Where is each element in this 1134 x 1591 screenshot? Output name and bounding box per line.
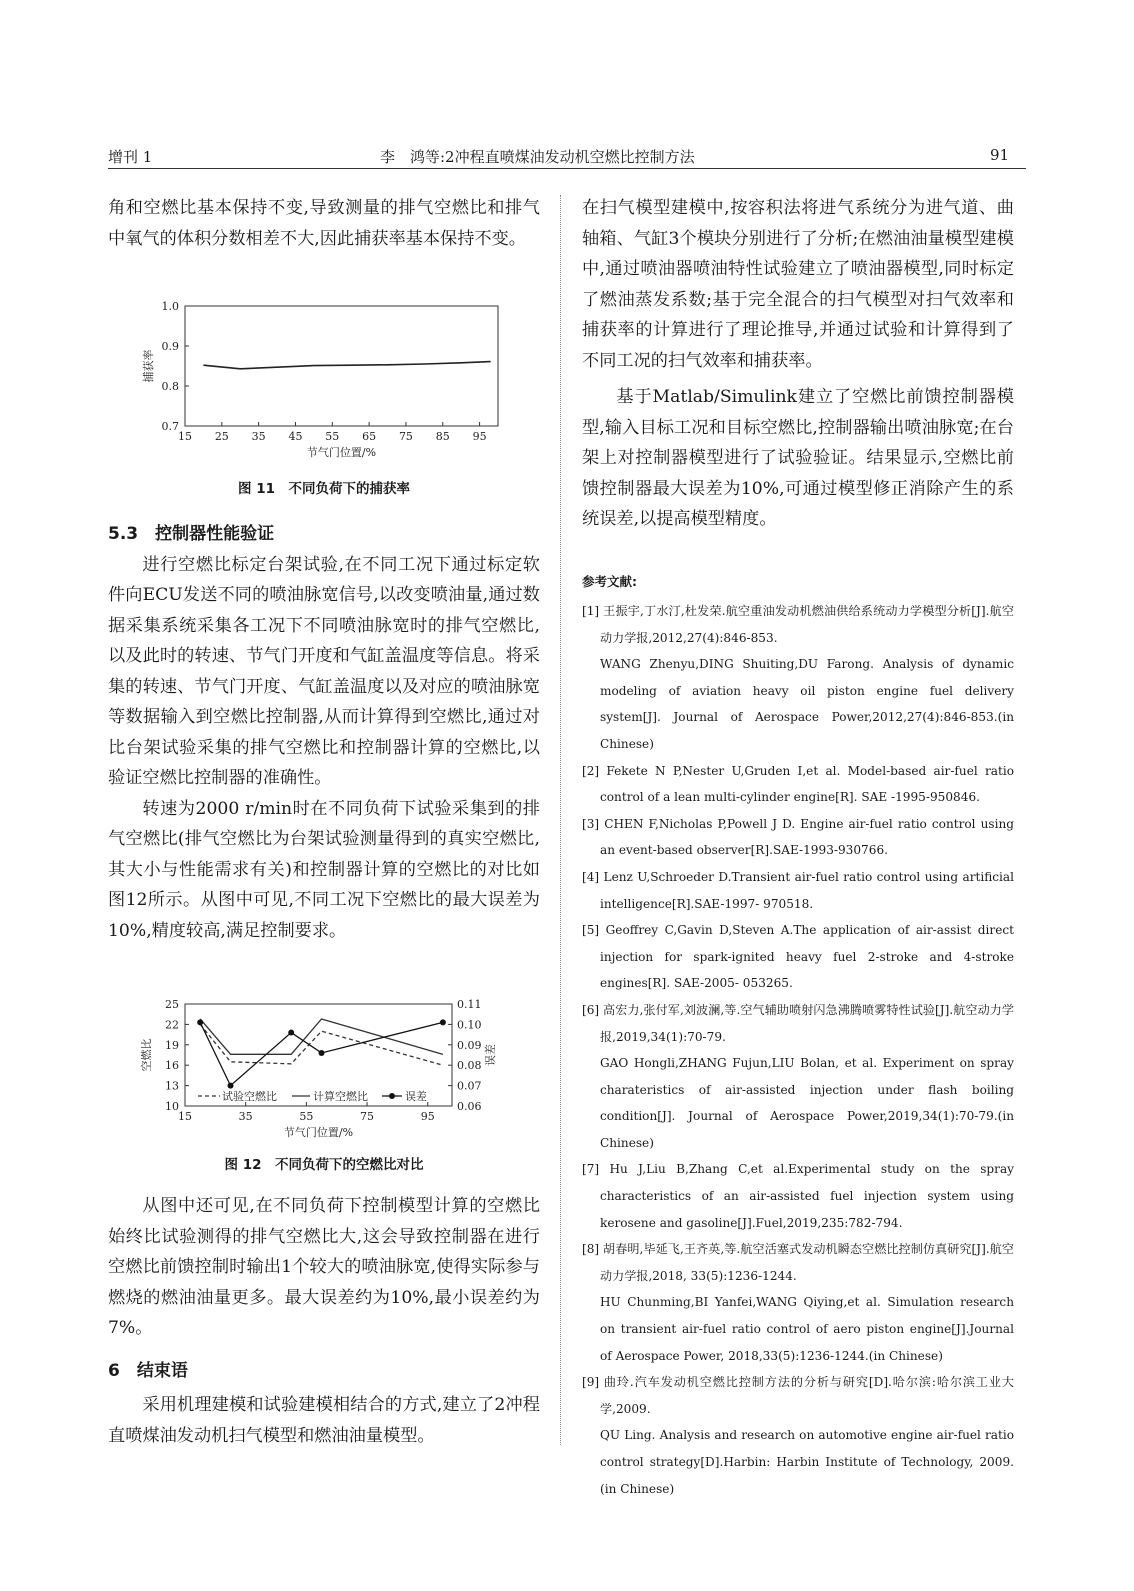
measured-afr-line xyxy=(200,1024,443,1065)
error-point xyxy=(228,1083,234,1089)
legend-marker-error xyxy=(389,1093,395,1099)
y2-tick-label: 0.11 xyxy=(457,998,482,1011)
x-tick-label: 75 xyxy=(360,1110,375,1123)
error-point xyxy=(319,1050,325,1056)
paragraph: 转速为2000 r/min时在不同负荷下试验采集到的排气空燃比(排气空燃比为台架试验测量得到的真实空燃比,其大小与性能需求有关)和控制器计算的空燃比的对比如图12所示。从图中可见,不同工况下空燃比的最大误差为10%,精度较高,满足控制要求。 xyxy=(108,798,540,941)
y-tick-label: 1.0 xyxy=(161,300,179,313)
x-tick-label: 75 xyxy=(398,430,413,443)
y2-tick-label: 0.06 xyxy=(457,1100,482,1113)
legend-label: 误差 xyxy=(405,1090,427,1103)
error-point xyxy=(197,1019,203,1025)
paragraph: 角和空燃比基本保持不变,导致测量的排气空燃比和排气中氧气的体积分数相差不大,因此捕获率基本保持不变。 xyxy=(108,198,540,249)
y2-tick-label: 0.07 xyxy=(457,1079,482,1093)
page-number: 91 xyxy=(990,146,1010,164)
column-divider xyxy=(560,195,561,1445)
reference-text: [9] 曲玲.汽车发动机空燃比控制方法的分析与研究[D].哈尔滨:哈尔滨工业大学,2009. xyxy=(582,1375,1014,1416)
y2-tick-label: 0.08 xyxy=(457,1059,482,1073)
y-tick-label: 0.9 xyxy=(161,340,179,353)
error-point xyxy=(288,1030,294,1036)
x-tick-label: 35 xyxy=(251,430,266,443)
reference-text-en: GAO Hongli,ZHANG Fujun,LIU Bolan, et al. Experiment on spray charateristics of air-assisted injection under flash boiling condition[J]. Journal of Aerospace Power,2019,34(1):70-79.(in Chinese) xyxy=(600,1056,1014,1150)
reference-text: [7] Hu J,Liu B,Zhang C,et al.Experimental study on the spray characteristics of an air-assisted fuel injection system using kerosene and gasoline[J].Fuel,2019,235:782-794. xyxy=(582,1162,1014,1230)
y-axis-title: 捕获率 xyxy=(142,349,155,383)
reference-text: [2] Fekete N P,Nester U,Gruden I,et al. Model-based air-fuel ratio control of a lean multi-cylinder engine[R]. SAE -1995-950846. xyxy=(582,763,1014,805)
x-tick-label: 55 xyxy=(299,1110,314,1123)
reference-text-en: QU Ling. Analysis and research on automotive engine air-fuel ratio control strategy[D].Harbin: Harbin Institute of Technology, 2009.(in Chinese) xyxy=(600,1428,1014,1496)
x-tick-label: 95 xyxy=(472,430,487,443)
reference-text: [4] Lenz U,Schroeder D.Transient air-fuel ratio control using artificial intelligence[R].SAE-1997- 970518. xyxy=(582,869,1014,911)
left-column-top xyxy=(108,193,540,254)
x-tick-label: 15 xyxy=(178,1110,192,1123)
reference-item xyxy=(582,1369,1014,1502)
x-tick-label: 45 xyxy=(288,430,303,443)
x-tick-label: 15 xyxy=(178,430,192,443)
reference-text: [1] 王振宇,丁水汀,杜发荣.航空重油发动机燃油供给系统动力学模型分析[J].航空动力学报,2012,27(4):846-853. xyxy=(582,604,1014,645)
trap-rate-line xyxy=(203,362,490,369)
figure-12-chart xyxy=(130,990,520,1148)
paragraph: 基于Matlab/Simulink建立了空燃比前馈控制器模型,输入目标工况和目标空燃比,控制器输出喷油脉宽;在台架上对控制器模型进行了试验验证。结果显示,空燃比前馈控制器最大误差为10%,可通过模型修正消除产生的系统误差,以提高模型精度。 xyxy=(582,387,1014,529)
reference-text: [6] 高宏力,张付军,刘波澜,等.空气辅助喷射闪急沸腾喷雾特性试验[J].航空动力学报,2019,34(1):70-79. xyxy=(582,1002,1014,1044)
y-tick-label: 22 xyxy=(165,1018,179,1032)
paragraph: 进行空燃比标定台架试验,在不同工况下通过标定软件向ECU发送不同的喷油脉宽信号,以改变喷油量,通过数据采集系统采集各工况下不同喷油脉宽时的排气空燃比,以及此时的转速、节气门开度和气缸盖温度等信息。将采集的转速、节气门开度、气缸盖温度以及对应的喷油脉宽等数据输入到空燃比控制器,从而计算得到空燃比,通过对比台架试验采集的排气空燃比和控制器计算的空燃比,以验证空燃比控制器的准确性。 xyxy=(108,554,540,788)
x-tick-label: 95 xyxy=(420,1110,435,1123)
section-heading-5-3: 5.3 控制器性能验证 xyxy=(108,524,275,544)
y-tick-label: 19 xyxy=(165,1038,179,1052)
legend-label: 试验空燃比 xyxy=(222,1090,277,1103)
left-column-mid xyxy=(108,519,540,946)
running-title: 李 鸿等:2冲程直喷煤油发动机空燃比控制方法 xyxy=(380,148,695,166)
reference-item xyxy=(582,811,1014,864)
y2-axis-title: 误差 xyxy=(484,1044,497,1066)
y-tick-label: 25 xyxy=(165,998,179,1011)
x-tick-label: 25 xyxy=(214,430,229,443)
y-tick-label: 10 xyxy=(165,1100,179,1113)
reference-item xyxy=(582,1236,1014,1369)
figure-12-caption: 图 12 不同负荷下的空燃比对比 xyxy=(224,1157,424,1173)
references-heading: 参考文献: xyxy=(582,574,637,589)
y2-tick-label: 0.10 xyxy=(457,1018,482,1032)
reference-item xyxy=(582,598,1014,758)
y2-tick-label: 0.09 xyxy=(457,1038,482,1052)
header-rule xyxy=(108,168,1026,169)
left-column-bottom xyxy=(108,1191,540,1451)
error-point xyxy=(440,1019,446,1025)
paragraph: 从图中还可见,在不同负荷下控制模型计算的空燃比始终比试验测得的排气空燃比大,这会导致控制器在进行空燃比前馈控制时输出1个较大的喷油脉宽,使得实际参与燃烧的燃油油量更多。最大误差约为10%,最小误差约为7%。 xyxy=(108,1196,540,1338)
x-tick-label: 55 xyxy=(325,430,340,443)
section-heading-6: 6 结束语 xyxy=(108,1360,188,1381)
right-column-text xyxy=(582,193,1014,535)
y-tick-label: 13 xyxy=(165,1079,179,1093)
y-tick-label: 16 xyxy=(165,1059,179,1073)
x-tick-label: 85 xyxy=(435,430,450,443)
y-tick-label: 0.8 xyxy=(161,380,179,393)
reference-item xyxy=(582,758,1014,811)
reference-text-en: WANG Zhenyu,DING Shuiting,DU Farong. Analysis of dynamic modeling of aviation heavy oil piston engine fuel delivery system[J]. Journal of Aerospace Power,2012,27(4):846-853.(in Chinese) xyxy=(600,657,1014,751)
x-tick-label: 65 xyxy=(362,430,377,443)
y-tick-label: 0.7 xyxy=(161,420,179,433)
reference-item xyxy=(582,1156,1014,1236)
paragraph: 在扫气模型建模中,按容积法将进气系统分为进气道、曲轴箱、气缸3个模块分别进行了分析;在燃油油量模型建模中,通过喷油器喷油特性试验建立了喷油器模型,同时标定了燃油蒸发系数;基于完全混合的扫气模型对扫气效率和捕获率的计算进行了理论推导,并通过试验和计算得到了不同工况的扫气效率和捕获率。 xyxy=(582,198,1014,371)
journal-issue: 增刊 1 xyxy=(108,148,153,166)
figure-11-chart xyxy=(130,296,510,471)
reference-item xyxy=(582,917,1014,997)
reference-text: [3] CHEN F,Nicholas P,Powell J D. Engine air-fuel ratio control using an event-based observer[R].SAE-1993-930766. xyxy=(582,816,1014,858)
calculated-afr-line xyxy=(200,1019,443,1054)
reference-item xyxy=(582,864,1014,917)
figure-11-caption: 图 11 不同负荷下的捕获率 xyxy=(238,481,410,497)
x-axis-title: 节气门位置/% xyxy=(306,446,377,459)
reference-text-en: HU Chunming,BI Yanfei,WANG Qiying,et al. Simulation research on transient air-fuel ratio control of aero piston engine[J].Journal of Aerospace Power, 2018,33(5):1236-1244.(in Chinese) xyxy=(600,1295,1014,1363)
reference-list xyxy=(582,598,1014,1502)
legend-label: 计算空燃比 xyxy=(313,1090,368,1103)
reference-item xyxy=(582,997,1014,1157)
x-axis-title: 节气门位置/% xyxy=(283,1126,354,1139)
x-tick-label: 35 xyxy=(238,1110,253,1123)
reference-text: [8] 胡春明,毕延飞,王齐英,等.航空活塞式发动机瞬态空燃比控制仿真研究[J].航空动力学报,2018, 33(5):1236-1244. xyxy=(582,1242,1014,1283)
reference-text: [5] Geoffrey C,Gavin D,Steven A.The application of air-assist direct injection for spark-ignited heavy fuel 2-stroke and 4-stroke engines[R]. SAE-2005- 053265. xyxy=(582,923,1014,991)
paragraph: 采用机理建模和试验建模相结合的方式,建立了2冲程直喷煤油发动机扫气模型和燃油油量模型。 xyxy=(108,1395,540,1446)
y-axis-title: 空燃比 xyxy=(140,1038,153,1072)
